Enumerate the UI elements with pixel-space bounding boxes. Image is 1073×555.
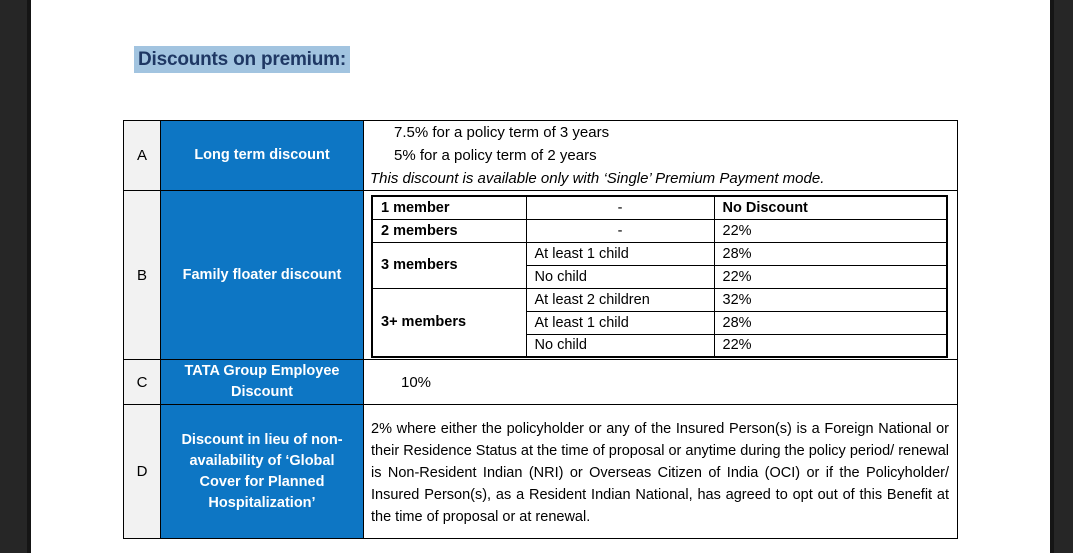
members-cell: 3 members	[372, 242, 526, 288]
table-row-d	[124, 405, 958, 539]
family-floater-table	[371, 195, 948, 358]
discount-cell: 22%	[714, 265, 947, 288]
tata-discount-value: 10%	[401, 373, 432, 391]
family-floater-row	[372, 288, 947, 311]
row-content-b	[364, 191, 958, 360]
children-cell: No child	[526, 334, 714, 357]
members-cell: 1 member	[372, 196, 526, 219]
row-label-tata-group-employee-discount: TATA Group Employee Discount	[161, 360, 364, 405]
children-cell: At least 1 child	[526, 242, 714, 265]
discount-cell: 22%	[714, 334, 947, 357]
row-label-global-cover-discount: Discount in lieu of non-availability of ‘Global Cover for Planned Hospitalization’	[161, 405, 364, 539]
long-term-line-2: 5% for a policy term of 2 years	[394, 147, 597, 164]
discount-cell: 32%	[714, 288, 947, 311]
discount-cell: 28%	[714, 242, 947, 265]
row-key-a: A	[124, 121, 161, 191]
discount-cell: 22%	[714, 219, 947, 242]
row-content-c	[364, 360, 958, 405]
table-row-c	[124, 360, 958, 405]
family-floater-row	[372, 219, 947, 242]
row-key-b: B	[124, 191, 161, 360]
row-content-d	[364, 405, 958, 539]
row-label-long-term-discount: Long term discount	[161, 121, 364, 191]
children-cell: At least 2 children	[526, 288, 714, 311]
children-cell: At least 1 child	[526, 311, 714, 334]
page-title: Discounts on premium:	[134, 46, 350, 73]
discount-cell: No Discount	[714, 196, 947, 219]
page-right-edge-shadow	[1050, 0, 1054, 553]
long-term-line-1: 7.5% for a policy term of 3 years	[394, 124, 610, 141]
page-left-edge-shadow	[27, 0, 31, 553]
children-cell: -	[526, 196, 714, 219]
members-cell: 2 members	[372, 219, 526, 242]
discount-cell: 28%	[714, 311, 947, 334]
children-cell: -	[526, 219, 714, 242]
long-term-note: This discount is available only with ‘Single’ Premium Payment mode.	[370, 170, 825, 187]
members-cell: 3+ members	[372, 288, 526, 357]
row-key-d: D	[124, 405, 161, 539]
table-row-b	[124, 191, 958, 360]
global-cover-discount-text: 2% where either the policyholder or any of the Insured Person(s) is a Foreign National or their Residence Status at the time of proposal or anytime during the policy period/ renewal is Non-Resident Indian (NRI) or Overseas Citizen of India (OCI) or if the Policyholder/ Insured Person(s), as a Resident Indian National, has agreed to opt out of this Benefit at the time of proposal or at renewal.	[371, 421, 949, 525]
row-label-family-floater-discount: Family floater discount	[161, 191, 364, 360]
family-floater-row	[372, 196, 947, 219]
family-floater-row	[372, 242, 947, 265]
children-cell: No child	[526, 265, 714, 288]
discount-table	[123, 120, 958, 539]
row-key-c: C	[124, 360, 161, 405]
row-content-a	[364, 121, 958, 191]
table-row-a	[124, 121, 958, 191]
